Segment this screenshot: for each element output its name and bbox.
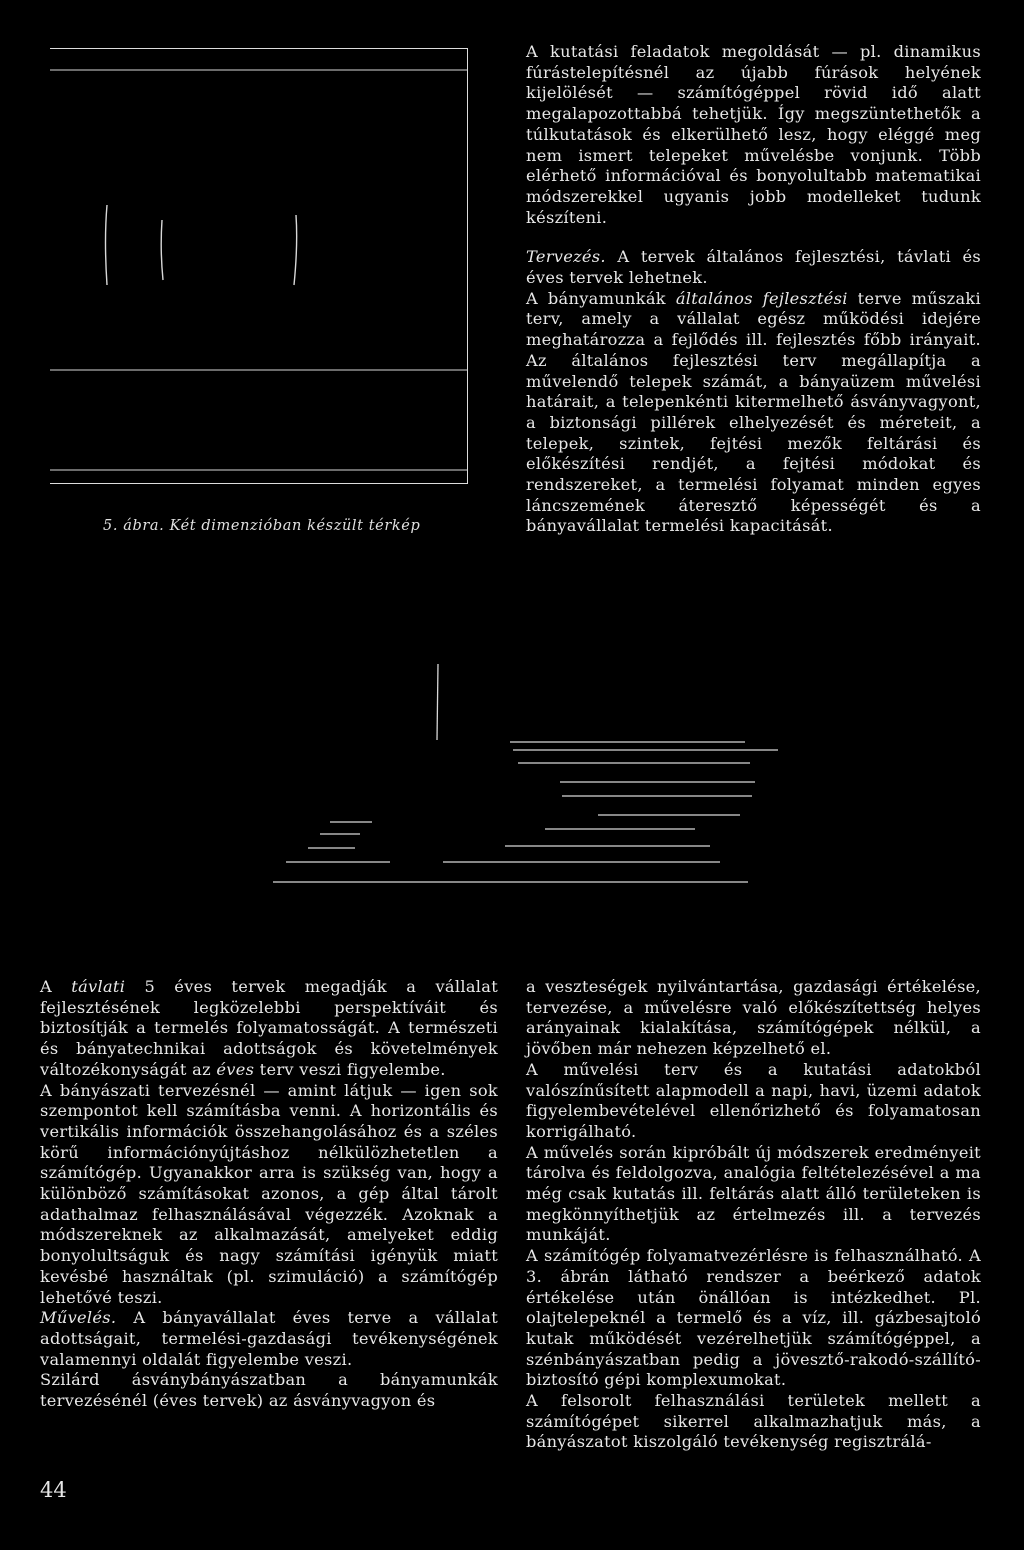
paragraph: A bányászati tervezésnél — amint látjuk — igen sok szempontot kell számításba venni. A horizontális és vertikális információk összehangolásához és a széles körű információnyújtáshoz nélkülözhetetlen a számítógép. Ugyanakkor arra is szükség van, hogy a különböző számításokat azonos, a gép által tárolt adathalmaz felhasználásával végezzék. Azoknak a módszereknek az alkalmazását, amelyeket eddig bonyolultságuk és nagy számítási igényük miatt kevésbé használtak (pl. szimuláció) a számítógép lehetővé teszi. (40, 1080, 498, 1307)
paragraph: A művelési terv és a kutatási adatokból valószínűsített alapmodell a napi, havi, üzemi adatok figyelembevételével ellenőrizhető és folyamatosan korrigálható. (526, 1059, 981, 1141)
paragraph: a veszteségek nyilvántartása, gazdasági értékelése, tervezése, a művelésre való előkészítettség helyes arányainak kialakítása, számítógépek nélkül, a jövőben már nehezen képzelhető el. (526, 977, 981, 1059)
page-number: 44 (40, 1478, 67, 1502)
bottom-right-column (526, 977, 981, 1453)
vertical-line (437, 664, 438, 740)
paragraph: A kutatási feladatok megoldását — pl. dinamikus fúrástelepítésnél az újabb fúrások helyének kijelölését — számítógéppel rövid idő alatt megalapozottabbá tehetjük. Így megszüntethetők a túlkutatások és elkerülhető lesz, hogy eléggé meg nem ismert telepeket művelésbe vonjunk. Több elérhető információval és bonyolultabb matematikai módszerekkel ugyanis jobb modelleket tudunk készíteni. (526, 42, 981, 227)
paragraph: A felsorolt felhasználási területek mellett a számítógépet sikerrel alkalmazhatjuk más, a bányászatot kiszolgáló tevékenység regisztrálá- (526, 1391, 981, 1452)
section-heading-muveles: Művelés. (40, 1308, 117, 1328)
paragraph: Tervezés. A tervek általános fejlesztési, távlati és éves tervek lehetnek. (526, 247, 981, 288)
section-heading-tervezes: Tervezés. (526, 247, 606, 267)
paragraph: Művelés. A bányavállalat éves terve a vállalat adottságait, termelési-gazdasági tevékenységének valamennyi oldalát figyelembe veszi. (40, 1308, 498, 1369)
paragraph: A bányamunkák általános fejlesztési terve műszaki terv, amely a vállalat egész működési idejére meghatározza a fejlődés ill. fejlesztés főbb irányait. Az általános fejlesztési terv megállapítja a művelendő telepek számát, a bányaüzem művelési határait, a telepenkénti kitermelhető ásványvagyont, a biztonsági pillérek elhelyezését és méreteit, a telepek, szintek, fejtési mezők feltárási és előkészítési rendjét, a fejtési módokat és rendszereket, a termelési folyamat minden egyes láncszemének áteresztő képességét és a bányavállalat termelési kapacitását. (526, 288, 981, 536)
paragraph: A művelés során kipróbált új módszerek eredményeit tárolva és feldolgozva, analógia feltételezésével a ma még csak kutatás ill. feltárás alatt álló területeken is megkönnyíthetjük az értelmezés ill. a tervezés munkáját. (526, 1142, 981, 1245)
figure-5-caption: 5. ábra. Két dimenzióban készült térkép (103, 518, 421, 534)
paragraph: A távlati 5 éves tervek megadják a vállalat fejlesztésének legközelebbi perspektíváit és biztosítják a termelés folyamatosságát. A természeti és bányatechnikai adottságok és követelmények változékonyságát az éves terv veszi figyelembe. (40, 977, 498, 1079)
bottom-left-column (40, 977, 498, 1412)
paragraph: Szilárd ásványbányászatban a bányamunkák tervezésénél (éves tervek) az ásványvagyon és (40, 1370, 498, 1411)
paragraph: A számítógép folyamatvezérlésre is felhasználható. A 3. ábrán látható rendszer a beérkező adatok értékelése után önállóan is intézkedhet. Pl. olajtelepeknél a termelő és a víz, ill. gázbesajtoló kutak működését vezérelhetjük számítógéppel, a szénbányászatban pedig a jövesztő-rakodó-szállító-biztosító gépi komplexumokat. (526, 1246, 981, 1390)
